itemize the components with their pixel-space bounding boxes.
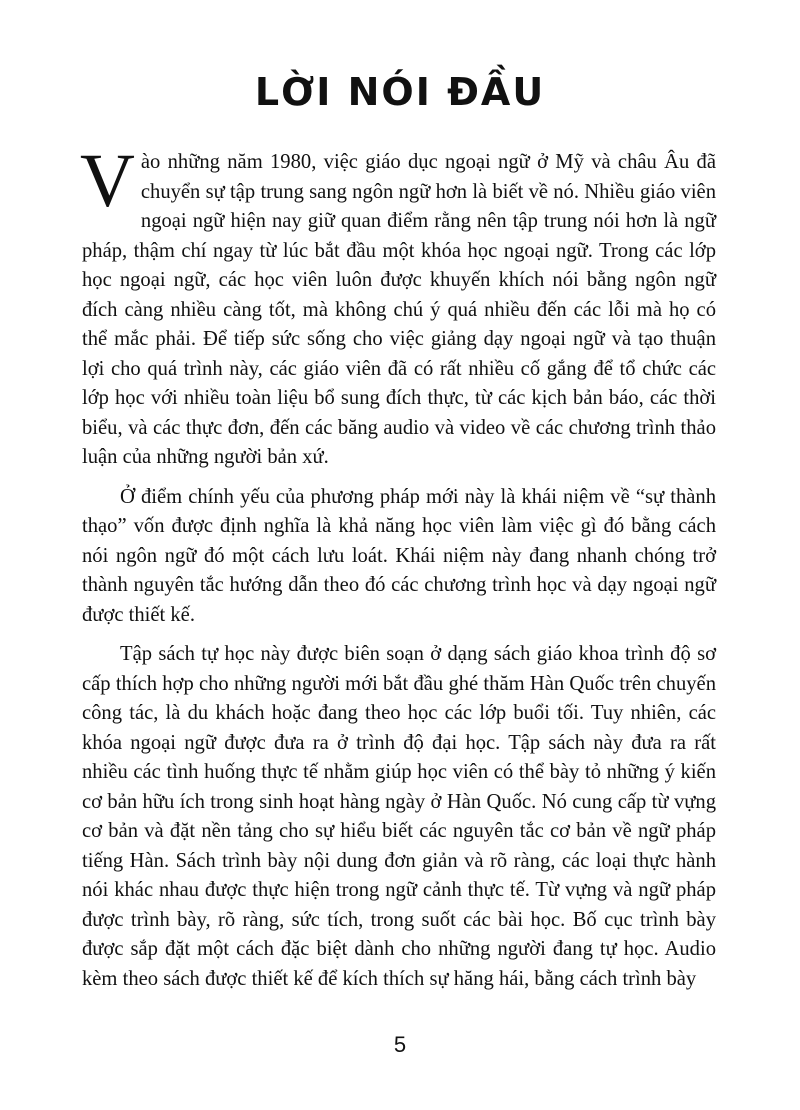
- page-number: 5: [393, 1032, 407, 1057]
- paragraph-1-text: ào những năm 1980, việc giáo dục ngoại ngữ ở Mỹ và châu Âu đã chuyển sự tập trung sang ngôn ngữ hơn là biết về nó. Nhiều giáo viên ngoại ngữ hiện nay giữ quan điểm rằng nên tập trung nói hơn là ngữ pháp, thậm chí ngay từ lúc bắt đầu một khóa học ngoại ngữ. Trong các lớp học ngoại ngữ, các học viên luôn được khuyến khích nói bằng ngôn ngữ đích càng nhiều càng tốt, mà không chú ý quá nhiều đến các lỗi mà họ có thể mắc phải. Để tiếp sức sống cho việc giảng dạy ngoại ngữ và tạo thuận lợi cho quá trình này, các giáo viên đã có rất nhiều cố gắng để tổ chức các lớp học với nhiều toàn liệu bổ sung đích thực, từ các kịch bản báo, các thời biểu, và các thực đơn, đến các băng audio và video về các chương trình thảo luận của những người bản xứ.: [82, 151, 716, 468]
- body-text: [80, 139, 716, 1004]
- paragraph-1: [80, 139, 716, 473]
- drop-cap: V: [80, 139, 135, 223]
- paragraph-3: Tập sách tự học này được biên soạn ở dạng sách giáo khoa trình độ sơ cấp thích hợp cho những người mới bắt đầu ghé thăm Hàn Quốc trên chuyến công tác, là du khách hoặc đang theo học các lớp buổi tối. Tuy nhiên, các khóa ngoại ngữ được đưa ra ở trình độ đại học. Tập sách này đưa ra rất nhiều các tình huống thực tế nhằm giúp học viên có thể bày tỏ những ý kiến cơ bản hữu ích trong sinh hoạt hàng ngày ở Hàn Quốc. Nó cung cấp từ vựng cơ bản và đặt nền tảng cho sự hiểu biết các nguyên tắc cơ bản về ngữ pháp tiếng Hàn. Sách trình bày nội dung đơn giản và rõ ràng, các loại thực hành nói khác nhau được thực hiện trong ngữ cảnh thực tế. Từ vựng và ngữ pháp được trình bày, rõ ràng, sức tích, trong suốt các bài học. Bố cục trình bày được sắp đặt một cách đặc biệt dành cho những người đang tự học. Audio kèm theo sách được thiết kế để kích thích sự hăng hái, bằng cách trình bày: [82, 643, 716, 990]
- paragraph-2: Ở điểm chính yếu của phương pháp mới này là khái niệm về “sự thành thạo” vốn được định nghĩa là khả năng học viên làm việc gì đó bằng cách nói ngôn ngữ đó một cách lưu loát. Khái niệm này đang nhanh chóng trở thành nguyên tắc hướng dẫn theo đó các chương trình học và dạy ngoại ngữ được thiết kế.: [82, 485, 716, 626]
- page-title: LỜI NÓI ĐẦU: [254, 70, 546, 114]
